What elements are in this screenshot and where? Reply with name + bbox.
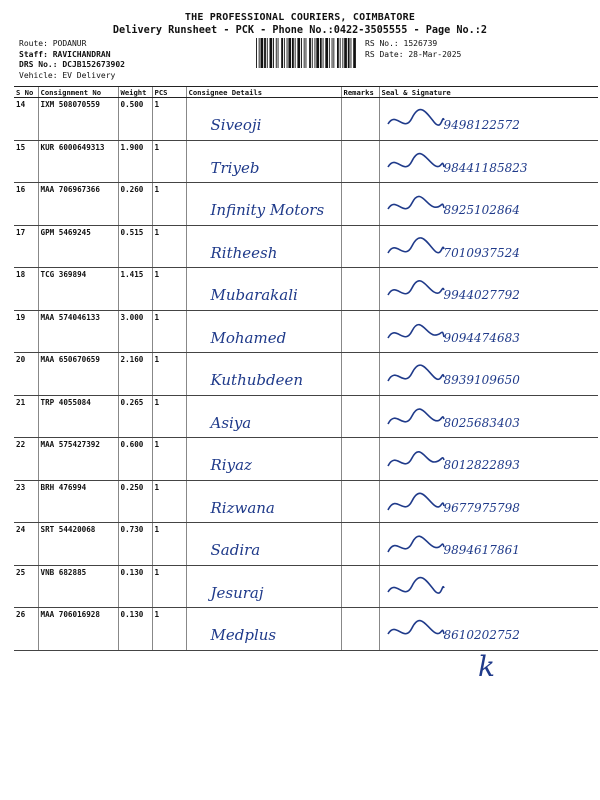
cell-pcs: 1 (152, 608, 186, 651)
cell-weight: 0.730 (118, 523, 152, 566)
cell-signature (379, 438, 598, 481)
barcode-bar (316, 38, 319, 68)
company-title: THE PROFESSIONAL COURIERS, COIMBATORE (184, 12, 416, 23)
cell-weight: 0.515 (118, 225, 152, 268)
cell-pcs: 1 (152, 523, 186, 566)
table-row (14, 565, 598, 608)
cell-remarks (341, 480, 379, 523)
signature-phone: 8012822893 (443, 458, 520, 472)
cell-remarks (341, 183, 379, 226)
header-remarks: Remarks (341, 87, 379, 98)
barcode-bar (301, 38, 302, 68)
barcode-bar (332, 38, 333, 68)
cell-consignee (186, 438, 341, 481)
cell-weight: 2.160 (118, 353, 152, 396)
signature-scribble (386, 236, 446, 260)
consignee-handwriting: Siveoji (210, 116, 262, 134)
delivery-table (14, 86, 598, 651)
cell-consignment: MAA 650670659 (38, 353, 118, 396)
barcode-bar (342, 38, 343, 68)
cell-sno: 14 (14, 98, 38, 141)
signature-scribble (386, 533, 446, 557)
cell-consignee (186, 523, 341, 566)
consignee-handwriting: Kuthubdeen (210, 371, 304, 389)
signature-phone: 9498122572 (443, 118, 520, 132)
barcode-bar (276, 38, 277, 68)
cell-sno: 25 (14, 565, 38, 608)
cell-consignee (186, 310, 341, 353)
cell-pcs: 1 (152, 183, 186, 226)
barcode-bar (325, 38, 328, 68)
signature-phone: 9677975798 (443, 500, 520, 515)
drs-line: DRS No.: DCJB152673902 (19, 60, 125, 69)
cell-consignee (186, 480, 341, 523)
table-row (14, 608, 598, 651)
barcode-bar (259, 38, 260, 68)
cell-signature (379, 353, 598, 396)
cell-remarks (341, 523, 379, 566)
cell-pcs: 1 (152, 353, 186, 396)
cell-consignment: MAA 574046133 (38, 310, 118, 353)
cell-weight: 0.130 (118, 565, 152, 608)
barcode-bar (353, 38, 356, 68)
barcode-bar (292, 38, 294, 68)
barcode-bar (306, 38, 307, 68)
signature-phone: 9094474683 (443, 330, 520, 345)
cell-weight: 1.900 (118, 140, 152, 183)
barcode-bar (288, 38, 291, 68)
barcode-bar (273, 38, 274, 68)
header-consignee: Consignee Details (186, 87, 341, 98)
header-weight: Weight (118, 87, 152, 98)
cell-consignee (186, 225, 341, 268)
cell-remarks (341, 310, 379, 353)
cell-consignee (186, 183, 341, 226)
cell-signature (379, 480, 598, 523)
barcode-bar (309, 38, 311, 68)
barcode-bar (329, 38, 330, 68)
barcode-bar (304, 38, 305, 68)
signature-phone: 7010937524 (443, 245, 520, 260)
signature-phone: 8025683403 (443, 415, 520, 430)
cell-signature (379, 98, 598, 141)
cell-remarks (341, 565, 379, 608)
table-row (14, 480, 598, 523)
cell-sno: 16 (14, 183, 38, 226)
consignee-handwriting: Asiya (210, 413, 252, 432)
header-pcs: PCS (152, 87, 186, 98)
barcode-bar (337, 38, 339, 68)
cell-weight: 0.250 (118, 480, 152, 523)
cell-remarks (341, 438, 379, 481)
consignee-handwriting: Rizwana (210, 498, 275, 517)
signature-phone: 8925102864 (443, 203, 520, 217)
signature-scribble (386, 108, 446, 132)
barcode-bar (351, 38, 352, 68)
cell-weight: 0.260 (118, 183, 152, 226)
cell-consignee (186, 395, 341, 438)
signature-scribble (386, 491, 446, 515)
table-row (14, 395, 598, 438)
consignee-handwriting: Mohamed (210, 328, 287, 347)
cell-pcs: 1 (152, 268, 186, 311)
barcode-bar (297, 38, 300, 68)
runsheet-title: Delivery Runsheet - PCK - Phone No.:0422-3505555 - Page No.:2 (112, 25, 488, 36)
table-row (14, 438, 598, 481)
cell-remarks (341, 395, 379, 438)
cell-pcs: 1 (152, 395, 186, 438)
cell-pcs: 1 (152, 565, 186, 608)
cell-sno: 19 (14, 310, 38, 353)
table-row (14, 225, 598, 268)
barcode-bar (278, 38, 279, 68)
cell-signature (379, 608, 598, 651)
cell-consignee (186, 268, 341, 311)
signature-scribble (386, 321, 446, 345)
cell-sno: 21 (14, 395, 38, 438)
barcode-bar (284, 38, 285, 68)
signature-phone: 9944027792 (443, 288, 520, 302)
table-row (14, 268, 598, 311)
cell-signature (379, 268, 598, 311)
cell-sno: 20 (14, 353, 38, 396)
cell-weight: 3.000 (118, 310, 152, 353)
consignee-handwriting: Sadira (210, 541, 261, 559)
signature-scribble (386, 576, 446, 600)
runsheet-meta-right (365, 39, 585, 60)
consignee-handwriting: Riyaz (210, 456, 252, 474)
cell-signature (379, 140, 598, 183)
cell-remarks (341, 98, 379, 141)
cell-consignee (186, 140, 341, 183)
consignee-handwriting: Triyeb (210, 158, 260, 177)
cell-signature (379, 565, 598, 608)
cell-pcs: 1 (152, 140, 186, 183)
signature-phone: 8610202752 (443, 628, 520, 642)
barcode-bar (348, 38, 350, 68)
cell-consignment: TRP 4055084 (38, 395, 118, 438)
header-sno: S No (14, 87, 38, 98)
cell-weight: 0.130 (118, 608, 152, 651)
cell-signature (379, 310, 598, 353)
barcode-bar (312, 38, 313, 68)
cell-remarks (341, 353, 379, 396)
consignee-handwriting: Jesuraj (210, 583, 264, 602)
barcode (256, 38, 356, 68)
cell-consignment: SRT 54420068 (38, 523, 118, 566)
header-consignment: Consignment No (38, 87, 118, 98)
barcode-bar (287, 38, 288, 68)
table-row (14, 523, 598, 566)
rs-no-line: RS No.: 1526739 (365, 39, 438, 48)
cell-sno: 24 (14, 523, 38, 566)
table-row (14, 98, 598, 141)
cell-sno: 18 (14, 268, 38, 311)
consignee-handwriting: Ritheesh (210, 243, 278, 262)
barcode-bar (256, 38, 257, 68)
rs-date-line: RS Date: 28-Mar-2025 (365, 49, 462, 59)
cell-signature (379, 225, 598, 268)
signature-phone: 8939109650 (443, 373, 520, 387)
cell-weight: 0.265 (118, 395, 152, 438)
runsheet-meta-left (19, 39, 269, 81)
cell-sno: 17 (14, 225, 38, 268)
cell-consignee (186, 608, 341, 651)
cell-pcs: 1 (152, 438, 186, 481)
route-line: Route: PODANUR (19, 39, 87, 48)
table-row (14, 353, 598, 396)
cell-consignment: MAA 706016928 (38, 608, 118, 651)
cell-consignment: VNB 682885 (38, 565, 118, 608)
table-header-row (14, 87, 598, 98)
cell-sno: 23 (14, 480, 38, 523)
barcode-bar (267, 38, 268, 68)
cell-remarks (341, 268, 379, 311)
signature-scribble (386, 448, 446, 472)
cell-consignment: MAA 706967366 (38, 183, 118, 226)
cell-consignment: TCG 369894 (38, 268, 118, 311)
barcode-bar (340, 38, 341, 68)
cell-remarks (341, 140, 379, 183)
cell-consignment: GPM 5469245 (38, 225, 118, 268)
staff-line: Staff: RAVICHANDRAN (19, 49, 111, 59)
cell-consignment: BRH 476994 (38, 480, 118, 523)
barcode-bar (323, 38, 324, 68)
cell-pcs: 1 (152, 225, 186, 268)
barcode-bar (261, 38, 264, 68)
cell-pcs: 1 (152, 480, 186, 523)
barcode-bar (333, 38, 334, 68)
barcode-bar (270, 38, 273, 68)
cell-pcs: 1 (152, 310, 186, 353)
handwritten-mark: k (478, 650, 495, 683)
vehicle-line: Vehicle: EV Delivery (19, 70, 116, 80)
cell-weight: 0.500 (118, 98, 152, 141)
cell-sno: 22 (14, 438, 38, 481)
cell-consignment: IXM 508070559 (38, 98, 118, 141)
table-row (14, 310, 598, 353)
cell-consignee (186, 353, 341, 396)
cell-sno: 26 (14, 608, 38, 651)
table-row (14, 183, 598, 226)
cell-pcs: 1 (152, 98, 186, 141)
cell-weight: 0.600 (118, 438, 152, 481)
signature-scribble (386, 406, 446, 430)
cell-weight: 1.415 (118, 268, 152, 311)
cell-signature (379, 183, 598, 226)
table-row (14, 140, 598, 183)
signature-scribble (386, 193, 446, 217)
signature-phone: 9894617861 (443, 543, 520, 557)
cell-remarks (341, 225, 379, 268)
barcode-bar (344, 38, 347, 68)
signature-scribble (386, 151, 446, 175)
consignee-handwriting: Medplus (210, 626, 277, 644)
signature-scribble (386, 618, 446, 642)
barcode-bar (315, 38, 316, 68)
cell-remarks (341, 608, 379, 651)
cell-sno: 15 (14, 140, 38, 183)
cell-signature (379, 395, 598, 438)
cell-consignment: KUR 6000649313 (38, 140, 118, 183)
consignee-handwriting: Infinity Motors (210, 201, 325, 219)
barcode-bar (295, 38, 296, 68)
signature-scribble (386, 363, 446, 387)
consignee-handwriting: Mubarakali (210, 286, 298, 304)
cell-consignment: MAA 575427392 (38, 438, 118, 481)
barcode-bar (281, 38, 283, 68)
cell-consignee (186, 98, 341, 141)
signature-phone: 98441185823 (443, 160, 528, 175)
cell-signature (379, 523, 598, 566)
header-signature: Seal & Signature (379, 87, 598, 98)
cell-consignee (186, 565, 341, 608)
barcode-bar (320, 38, 322, 68)
barcode-bar (264, 38, 266, 68)
signature-scribble (386, 278, 446, 302)
